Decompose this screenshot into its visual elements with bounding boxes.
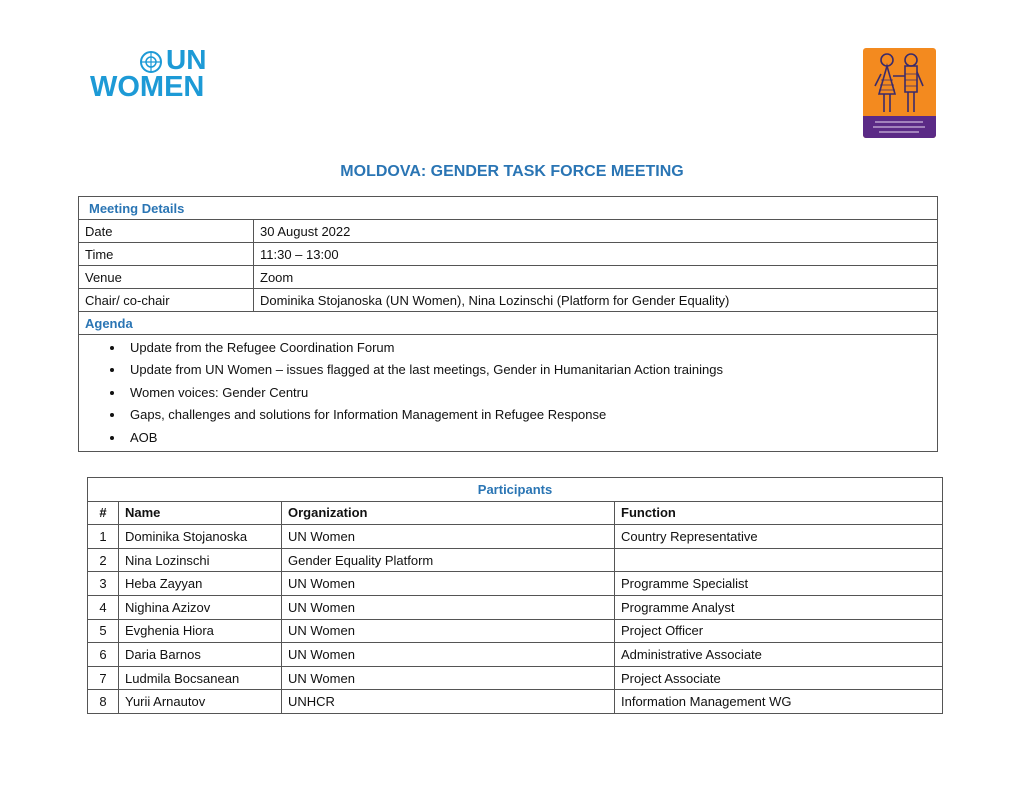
un-women-logo	[90, 44, 220, 104]
cell-name: Ludmila Bocsanean	[119, 666, 282, 690]
table-row	[88, 595, 943, 619]
details-value: Dominika Stojanoska (UN Women), Nina Lozinschi (Platform for Gender Equality)	[254, 289, 938, 312]
cell-organization: UNHCR	[282, 690, 615, 714]
agenda-item: • Update from UN Women – issues flagged at the last meetings, Gender in Humanitarian Action trainings	[125, 359, 937, 381]
participants-header-row	[88, 501, 943, 525]
logo-text-un: UN	[166, 44, 207, 75]
cell-number: 8	[88, 690, 119, 714]
participants-caption-row	[88, 478, 943, 502]
cell-organization: UN Women	[282, 619, 615, 643]
participants-caption: Participants	[88, 478, 943, 502]
cell-number: 6	[88, 643, 119, 667]
logo-band-lettering	[863, 116, 936, 138]
details-row-date	[79, 220, 938, 243]
cell-name: Heba Zayyan	[119, 572, 282, 596]
cell-function	[615, 548, 943, 572]
cell-function: Project Associate	[615, 666, 943, 690]
cell-function: Information Management WG	[615, 690, 943, 714]
column-header-organization: Organization	[282, 501, 615, 525]
cell-organization: UN Women	[282, 643, 615, 667]
cell-function: Project Officer	[615, 619, 943, 643]
cell-organization: UN Women	[282, 595, 615, 619]
agenda-item: • Update from the Refugee Coordination Forum	[125, 337, 937, 359]
cell-number: 7	[88, 666, 119, 690]
agenda-heading-row	[79, 312, 938, 335]
cell-name: Dominika Stojanoska	[119, 525, 282, 549]
cell-name: Nighina Azizov	[119, 595, 282, 619]
platform-for-gender-equality-logo	[863, 48, 936, 138]
agenda-item: • Women voices: Gender Centru	[125, 382, 937, 404]
details-label: Venue	[79, 266, 254, 289]
agenda-item: • AOB	[125, 427, 937, 449]
two-figures-icon	[863, 48, 936, 118]
agenda-cell	[79, 335, 938, 452]
details-row-venue	[79, 266, 938, 289]
cell-name: Nina Lozinschi	[119, 548, 282, 572]
table-row	[88, 643, 943, 667]
cell-number: 1	[88, 525, 119, 549]
column-header-function: Function	[615, 501, 943, 525]
cell-organization: UN Women	[282, 572, 615, 596]
column-header-number: #	[88, 501, 119, 525]
details-heading-row	[79, 197, 938, 220]
cell-organization: Gender Equality Platform	[282, 548, 615, 572]
cell-organization: UN Women	[282, 525, 615, 549]
table-row	[88, 548, 943, 572]
agenda-list	[79, 337, 937, 449]
meeting-details-table	[78, 196, 938, 452]
cell-number: 2	[88, 548, 119, 572]
table-row	[88, 690, 943, 714]
cell-function: Country Representative	[615, 525, 943, 549]
agenda-item: • Gaps, challenges and solutions for Information Management in Refugee Response	[125, 404, 937, 426]
details-label: Chair/ co-chair	[79, 289, 254, 312]
cell-function: Administrative Associate	[615, 643, 943, 667]
cell-name: Daria Barnos	[119, 643, 282, 667]
cell-organization: UN Women	[282, 666, 615, 690]
cell-number: 3	[88, 572, 119, 596]
agenda-heading: Agenda	[79, 312, 938, 335]
meeting-details-heading: Meeting Details	[79, 197, 938, 220]
column-header-name: Name	[119, 501, 282, 525]
logo-text-women: WOMEN	[90, 71, 205, 103]
cell-number: 4	[88, 595, 119, 619]
details-value: 11:30 – 13:00	[254, 243, 938, 266]
details-label: Date	[79, 220, 254, 243]
table-row	[88, 525, 943, 549]
table-row	[88, 666, 943, 690]
table-row	[88, 619, 943, 643]
cell-function: Programme Specialist	[615, 572, 943, 596]
un-globe-icon	[140, 51, 162, 73]
page-title: MOLDOVA: GENDER TASK FORCE MEETING	[340, 163, 684, 180]
details-label: Time	[79, 243, 254, 266]
cell-number: 5	[88, 619, 119, 643]
details-row-chair	[79, 289, 938, 312]
details-row-time	[79, 243, 938, 266]
cell-name: Yurii Arnautov	[119, 690, 282, 714]
cell-name: Evghenia Hiora	[119, 619, 282, 643]
table-row	[88, 572, 943, 596]
participants-table	[87, 477, 943, 714]
cell-function: Programme Analyst	[615, 595, 943, 619]
details-value: 30 August 2022	[254, 220, 938, 243]
logo-band	[863, 116, 936, 138]
details-value: Zoom	[254, 266, 938, 289]
agenda-row	[79, 335, 938, 452]
